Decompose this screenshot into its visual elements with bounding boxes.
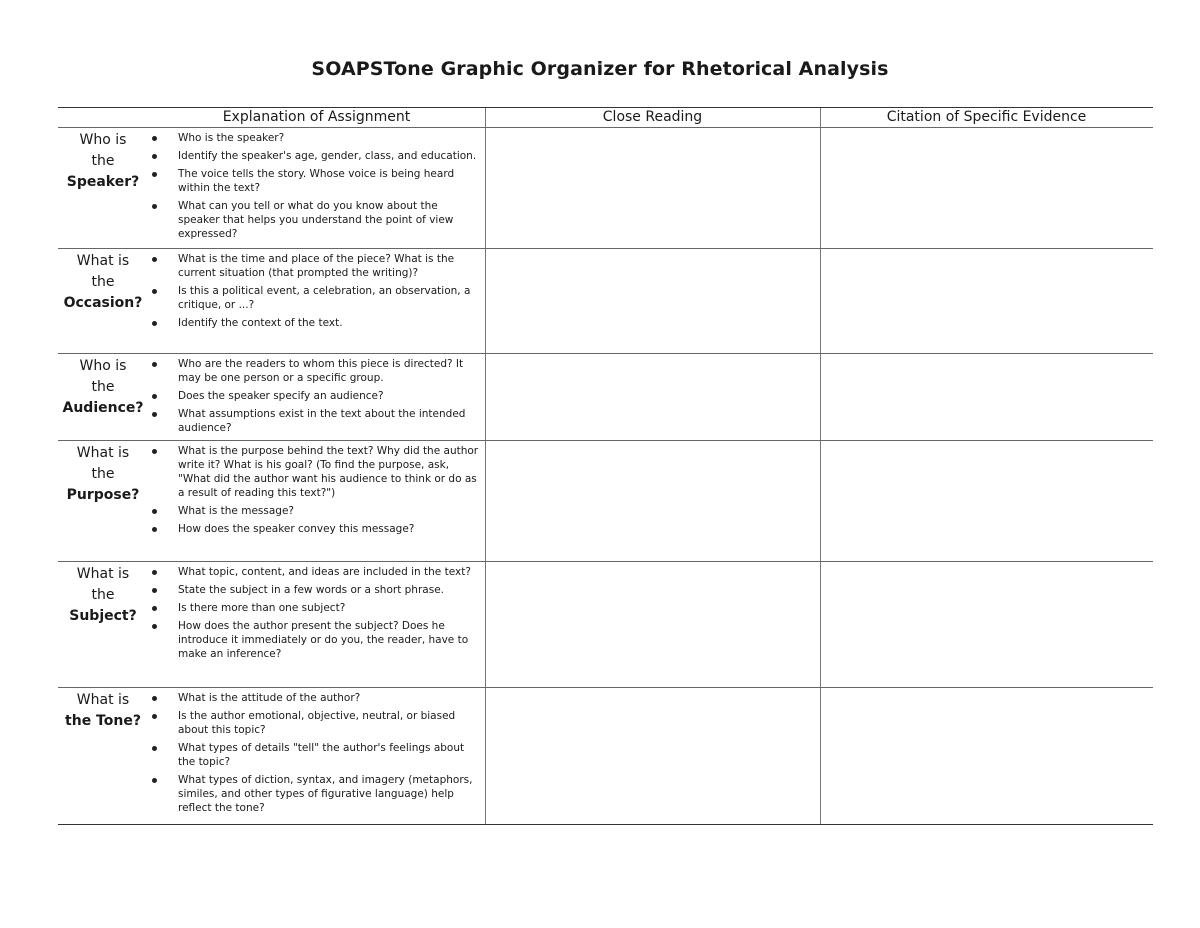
bullet-text: What is the attitude of the author? xyxy=(178,692,361,704)
bullet-icon xyxy=(152,136,157,141)
question-line-1: Who is xyxy=(79,358,127,374)
bullet-text: Identify the context of the text. xyxy=(178,317,343,329)
row-question xyxy=(58,356,148,419)
bullet-icon xyxy=(152,570,157,575)
row-tone xyxy=(58,688,485,824)
bullet-text: What can you tell or what do you know about the speaker that helps you understand the point of view expressed? xyxy=(178,200,454,240)
bullet-text: How does the author present the subject? Does he introduce it immediately or do you, the reader, have to make an inference? xyxy=(178,620,469,660)
question-line-1: What is xyxy=(76,253,130,269)
row-subject xyxy=(58,562,485,687)
row-question xyxy=(58,130,148,193)
bullet-item xyxy=(146,619,480,661)
bullet-list xyxy=(146,131,480,245)
bullet-text: Who is the speaker? xyxy=(178,132,285,144)
bullet-item xyxy=(146,504,480,518)
bullet-list xyxy=(146,252,480,334)
bullet-list xyxy=(146,565,480,665)
soapstone-table xyxy=(58,107,1153,825)
bullet-icon xyxy=(152,696,157,701)
bullet-icon xyxy=(152,172,157,177)
bullet-text: What topic, content, and ideas are included in the text? xyxy=(178,566,471,578)
bullet-icon xyxy=(152,714,157,719)
bullet-text: Who are the readers to whom this piece is directed? It may be one person or a specific group. xyxy=(178,358,464,384)
question-line-2: the xyxy=(91,274,115,290)
bullet-item xyxy=(146,741,480,769)
bullet-icon xyxy=(152,606,157,611)
bullet-item xyxy=(146,773,480,815)
bullet-item xyxy=(146,407,480,435)
question-line-2: the xyxy=(91,587,115,603)
bullet-icon xyxy=(152,321,157,326)
header-close-reading: Close Reading xyxy=(602,109,703,125)
bullet-item xyxy=(146,357,480,385)
bullet-text: What assumptions exist in the text about the intended audience? xyxy=(178,408,466,434)
bullet-list xyxy=(146,444,480,540)
bullet-text: Does the speaker specify an audience? xyxy=(178,390,384,402)
question-line-2: the xyxy=(91,379,115,395)
question-line-1: What is xyxy=(76,566,130,582)
bullet-item xyxy=(146,149,480,163)
bullet-text: Identify the speaker's age, gender, class, and education. xyxy=(178,150,477,162)
bullet-icon xyxy=(152,449,157,454)
bullet-text: What types of details "tell" the author's feelings about the topic? xyxy=(178,742,465,768)
row-purpose xyxy=(58,441,485,561)
bullet-list xyxy=(146,357,480,439)
bullet-item xyxy=(146,284,480,312)
bullet-item xyxy=(146,131,480,145)
bullet-text: What types of diction, syntax, and imagery (metaphors, similes, and other types of figurative language) help reflect the tone? xyxy=(178,774,473,814)
bullet-icon xyxy=(152,204,157,209)
question-line-2: the xyxy=(91,466,115,482)
bullet-icon xyxy=(152,624,157,629)
bullet-icon xyxy=(152,746,157,751)
row-question xyxy=(58,443,148,506)
question-line-2: the xyxy=(91,153,115,169)
bullet-text: How does the speaker convey this message? xyxy=(178,523,415,535)
header-explanation: Explanation of Assignment xyxy=(222,109,411,125)
question-keyword: Speaker? xyxy=(66,174,140,190)
bullet-icon xyxy=(152,394,157,399)
bullet-item xyxy=(146,199,480,241)
bullet-item xyxy=(146,709,480,737)
bullet-item xyxy=(146,252,480,280)
header-citation: Citation of Specific Evidence xyxy=(886,109,1087,125)
bullet-icon xyxy=(152,527,157,532)
bullet-item xyxy=(146,167,480,195)
bullet-item xyxy=(146,522,480,536)
row-audience xyxy=(58,354,485,440)
bullet-icon xyxy=(152,289,157,294)
bullet-text: What is the time and place of the piece? What is the current situation (that prompted the writing)? xyxy=(178,253,455,279)
bullet-icon xyxy=(152,154,157,159)
bullet-text: What is the message? xyxy=(178,505,294,517)
bullet-item xyxy=(146,691,480,705)
bullet-item xyxy=(146,601,480,615)
question-keyword: Purpose? xyxy=(66,487,140,503)
bullet-text: State the subject in a few words or a short phrase. xyxy=(178,584,444,596)
question-keyword: Subject? xyxy=(69,608,137,624)
bullet-text: The voice tells the story. Whose voice is being heard within the text? xyxy=(178,168,455,194)
bullet-item xyxy=(146,316,480,330)
bullet-text: What is the purpose behind the text? Why did the author write it? What is his goal? (To find the purpose, ask, "What did the author want his audience to think or do as a result of reading this text?") xyxy=(178,445,479,499)
column-divider xyxy=(485,108,486,824)
row-question xyxy=(58,251,148,314)
row-question xyxy=(58,564,148,627)
question-line-1: What is xyxy=(76,692,130,708)
row-question xyxy=(58,690,148,732)
bullet-icon xyxy=(152,257,157,262)
bullet-icon xyxy=(152,362,157,367)
bullet-text: Is there more than one subject? xyxy=(178,602,346,614)
question-line-1: What is xyxy=(76,445,130,461)
bullet-item xyxy=(146,389,480,403)
bullet-icon xyxy=(152,412,157,417)
bullet-icon xyxy=(152,588,157,593)
bullet-icon xyxy=(152,509,157,514)
row-occasion xyxy=(58,249,485,353)
question-keyword: the Tone? xyxy=(65,713,141,729)
question-keyword: Audience? xyxy=(62,400,144,416)
row-speaker xyxy=(58,128,485,248)
bullet-icon xyxy=(152,778,157,783)
question-line-1: Who is xyxy=(79,132,127,148)
page-title: SOAPSTone Graphic Organizer for Rhetorical Analysis xyxy=(311,58,889,80)
bullet-text: Is the author emotional, objective, neutral, or biased about this topic? xyxy=(178,710,456,736)
column-divider xyxy=(820,108,821,824)
bullet-item xyxy=(146,565,480,579)
bullet-item xyxy=(146,583,480,597)
bullet-text: Is this a political event, a celebration, an observation, a critique, or ...? xyxy=(178,285,471,311)
bullet-list xyxy=(146,691,480,819)
question-keyword: Occasion? xyxy=(63,295,143,311)
bullet-item xyxy=(146,444,480,500)
